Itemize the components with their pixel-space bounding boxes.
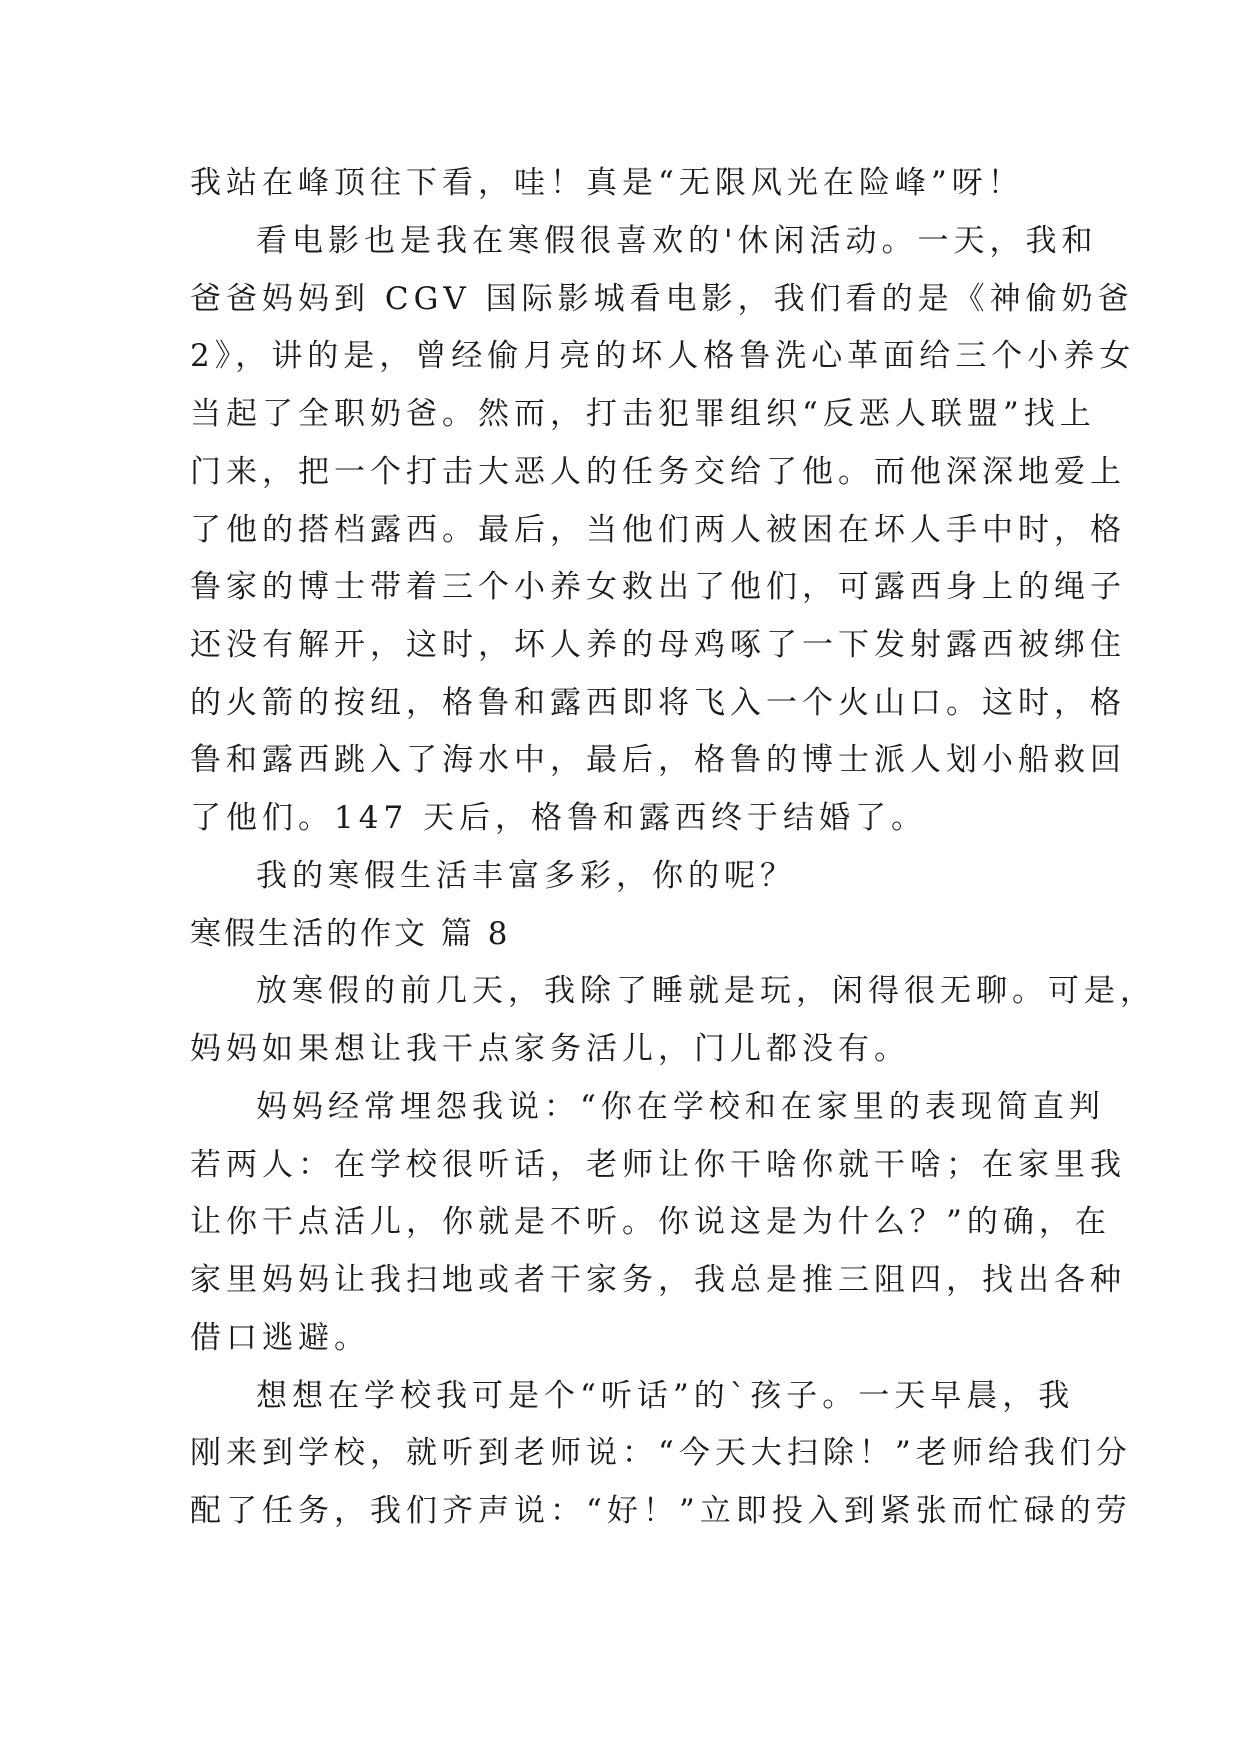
- paragraph-first-line: 想想在学校我可是个“听话”的`孩子。一天早晨，我: [256, 1378, 1075, 1414]
- text-line: 让你干点活儿，你就是不听。你说这是为什么？”的确，在: [190, 1204, 1111, 1240]
- text-line: 鲁家的博士带着三个小养女救出了他们，可露西身上的绳子: [190, 569, 1126, 605]
- text-line: 若两人：在学校很听话，老师让你干啥你就干啥；在家里我: [190, 1147, 1126, 1183]
- text-line: 2》，讲的是，曾经偷月亮的坏人格鲁洗心革面给三个小养女: [190, 338, 1136, 374]
- text-line: 鲁和露西跳入了海水中，最后，格鲁的博士派人划小船救回: [190, 742, 1126, 778]
- text-line: 爸爸妈妈到 CGV 国际影城看电影，我们看的是《神偷奶爸: [190, 281, 1134, 317]
- text-line: 了他们。147 天后，格鲁和露西终于结婚了。: [190, 800, 928, 836]
- text-line: 借口逃避。: [190, 1320, 370, 1356]
- text-line: 当起了全职奶爸。然而，打击犯罪组织“反恶人联盟”找上: [190, 396, 1096, 432]
- paragraph-first-line: 我的寒假生活丰富多彩，你的呢？: [256, 858, 796, 894]
- text-line: 的火箭的按纽，格鲁和露西即将飞入一个火山口。这时，格: [190, 685, 1126, 721]
- text-line: 配了任务，我们齐声说：“好！”立即投入到紧张而忙碌的劳: [190, 1493, 1132, 1529]
- text-line: 了他的搭档露西。最后，当他们两人被困在坏人手中时，格: [190, 512, 1126, 548]
- text-line: 还没有解开，这时，坏人养的母鸡啄了一下发射露西被绑住: [190, 627, 1126, 663]
- paragraph-first-line: 妈妈经常埋怨我说：“你在学校和在家里的表现简直判: [256, 1089, 1105, 1125]
- text-line: 刚来到学校，就听到老师说：“今天大扫除！”老师给我们分: [190, 1435, 1132, 1471]
- text-line: 家里妈妈让我扫地或者干家务，我总是推三阻四，找出各种: [190, 1262, 1126, 1298]
- text-line: 门来，把一个打击大恶人的任务交给了他。而他深深地爱上: [190, 454, 1126, 490]
- text-line: 我站在峰顶往下看，哇！真是“无限风光在险峰”呀！: [190, 165, 1024, 201]
- paragraph-first-line: 看电影也是我在寒假很喜欢的'休闲活动。一天，我和: [256, 223, 1098, 259]
- text-line: 妈妈如果想让我干点家务活儿，门儿都没有。: [190, 1031, 910, 1067]
- section-heading: 寒假生活的作文 篇 8: [190, 916, 511, 952]
- paragraph-first-line: 放寒假的前几天，我除了睡就是玩，闲得很无聊。可是，: [256, 973, 1156, 1009]
